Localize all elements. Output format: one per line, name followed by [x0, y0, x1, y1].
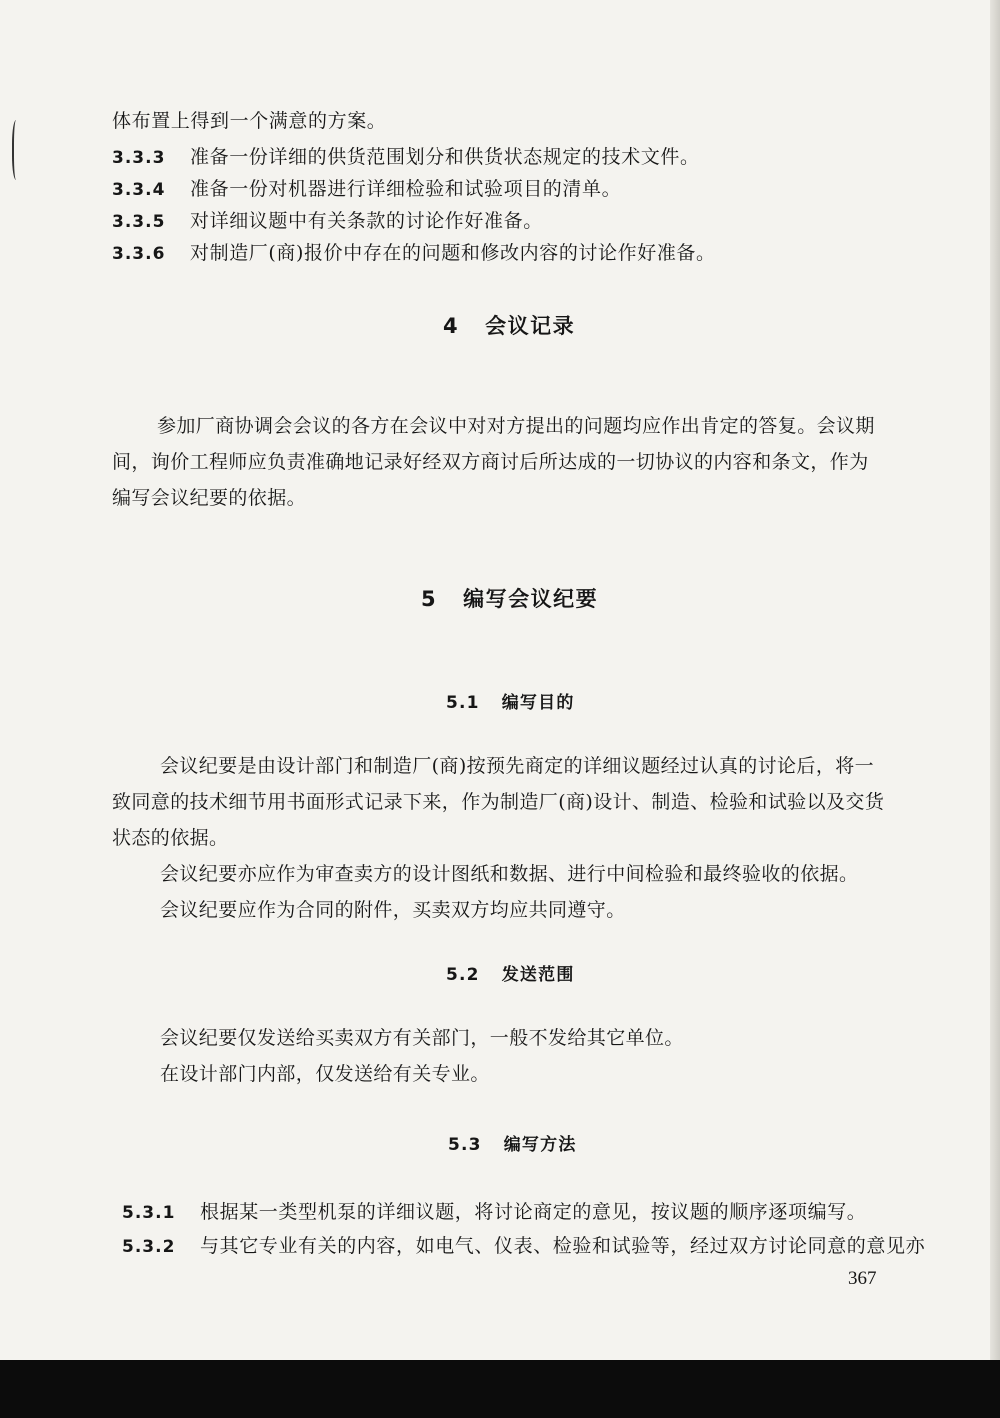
item-text: 对制造厂(商)报价中存在的问题和修改内容的讨论作好准备。: [190, 242, 716, 264]
item-text: 准备一份对机器进行详细检验和试验项目的清单。: [190, 178, 622, 200]
paragraph-line: 会议纪要仅发送给买卖双方有关部门，一般不发给其它单位。: [160, 1027, 684, 1049]
item-3-3-3: [112, 145, 700, 170]
section-number: 5: [421, 587, 438, 611]
subsection-number: 5.1: [446, 693, 480, 713]
subsection-5-1-body: [112, 748, 884, 928]
scan-bottom-edge: [0, 1360, 1000, 1418]
subsection-5-2-heading: [446, 960, 575, 985]
item-number: 3.3.6: [112, 244, 166, 264]
binding-mark: [12, 120, 22, 180]
item-number: 3.3.4: [112, 180, 166, 200]
item-number: 3.3.3: [112, 148, 166, 168]
item-3-3-4: [112, 177, 621, 202]
item-number: 5.3.2: [122, 1237, 176, 1257]
subsection-title: 编写方法: [503, 1135, 577, 1155]
paragraph-line: 在设计部门内部，仅发送给有关专业。: [160, 1063, 490, 1085]
item-text: 与其它专业有关的内容，如电气、仪表、检验和试验等，经过双方讨论同意的意见亦: [200, 1235, 926, 1257]
paragraph-line: 会议纪要是由设计部门和制造厂(商)按预先商定的详细议题经过认真的讨论后，将一: [160, 755, 875, 777]
page-number: 367: [848, 1268, 877, 1289]
section-number: 4: [443, 314, 460, 338]
item-3-3-6: [112, 241, 716, 266]
item-number: 5.3.1: [122, 1203, 176, 1223]
paragraph-line: 致同意的技术细节用书面形式记录下来，作为制造厂(商)设计、制造、检验和试验以及交货: [112, 791, 885, 813]
paragraph-line: 会议纪要亦应作为审查卖方的设计图纸和数据、进行中间检验和最终验收的依据。: [160, 863, 859, 885]
paragraph-line: 参加厂商协调会会议的各方在会议中对对方提出的问题均应作出肯定的答复。会议期: [157, 415, 875, 437]
subsection-title: 编写目的: [501, 693, 575, 713]
paragraph-line: 间，询价工程师应负责准确地记录好经双方商讨后所达成的一切协议的内容和条文，作为: [112, 451, 869, 473]
item-5-3-1: [122, 1200, 866, 1225]
intro-line: 体布置上得到一个满意的方案。: [112, 110, 387, 132]
paragraph-line: 状态的依据。: [112, 827, 229, 849]
section-4-heading: [443, 310, 575, 340]
item-text: 对详细议题中有关条款的讨论作好准备。: [190, 210, 543, 232]
subsection-number: 5.2: [446, 965, 480, 985]
paragraph-line: 编写会议纪要的依据。: [112, 487, 307, 509]
item-3-3-5: [112, 209, 543, 234]
section-title: 会议记录: [485, 314, 576, 338]
item-5-3-2: [122, 1234, 925, 1259]
section-title: 编写会议纪要: [463, 587, 599, 611]
item-text: 准备一份详细的供货范围划分和供货状态规定的技术文件。: [190, 146, 700, 168]
subsection-title: 发送范围: [501, 965, 575, 985]
item-text: 根据某一类型机泵的详细议题，将讨论商定的意见，按议题的顺序逐项编写。: [200, 1201, 867, 1223]
subsection-5-2-body: [112, 1020, 684, 1092]
subsection-number: 5.3: [448, 1135, 482, 1155]
section-5-heading: [421, 583, 598, 613]
subsection-5-3-heading: [448, 1130, 577, 1155]
page-edge-shadow: [990, 0, 1000, 1360]
item-number: 3.3.5: [112, 212, 166, 232]
paragraph-line: 会议纪要应作为合同的附件，买卖双方均应共同遵守。: [160, 899, 626, 921]
subsection-5-1-heading: [446, 688, 575, 713]
section-4-paragraph: [112, 408, 875, 516]
